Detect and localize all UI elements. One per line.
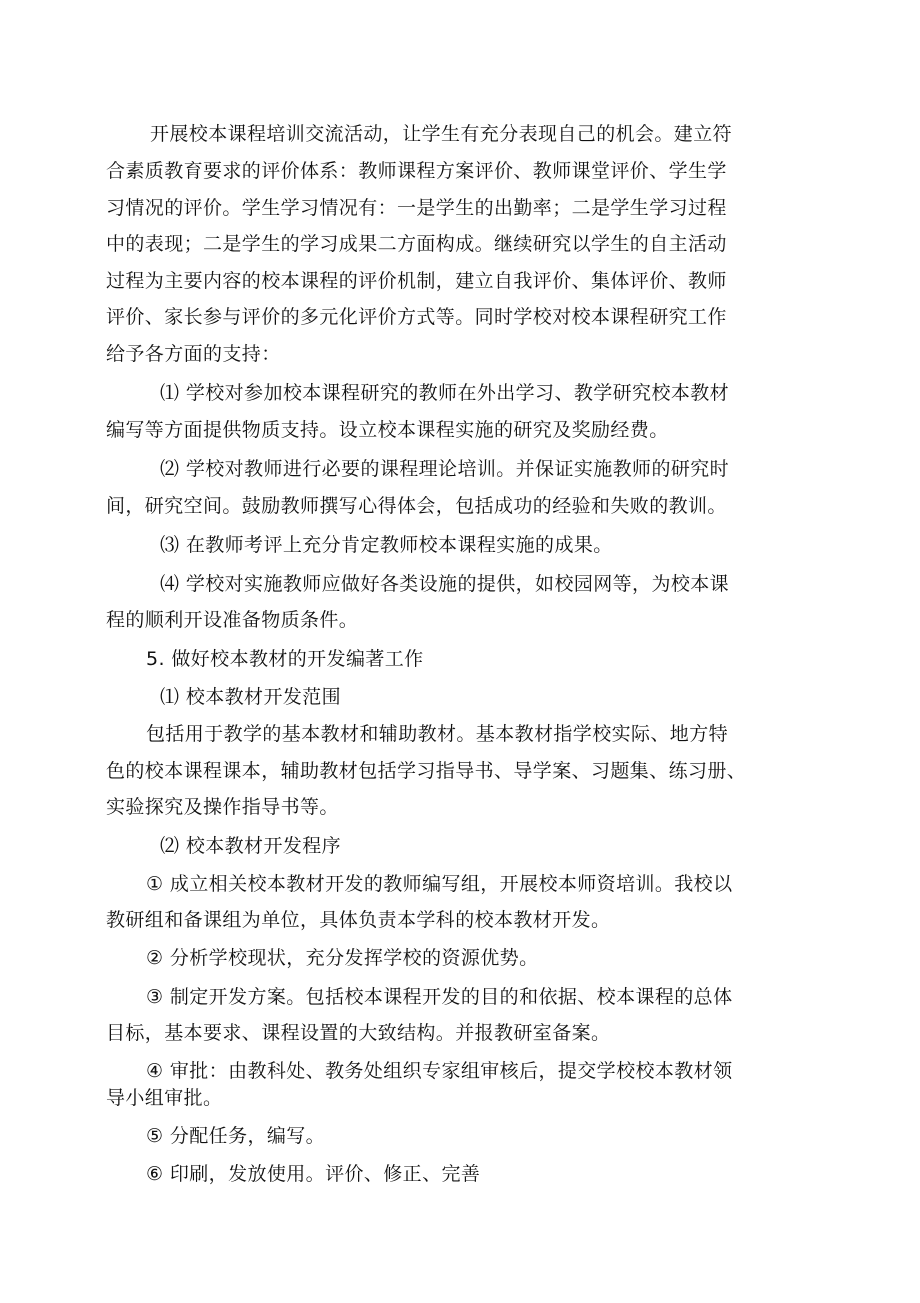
list-item-line: ⑷ 学校对实施教师应做好各类设施的提供，如校园网等，为校本课 — [160, 573, 730, 595]
step-item-line: 导小组审批。 — [106, 1087, 223, 1109]
paragraph-line: 过程为主要内容的校本课程的评价机制，建立自我评价、集体评价、教师 — [106, 270, 727, 292]
step-item-line: 教研组和备课组为单位，具体负责本学科的校本教材开发。 — [106, 909, 611, 931]
step-item-line: ④ 审批：由教科处、教务处组织专家组审核后，提交学校校本教材领 — [146, 1060, 733, 1082]
paragraph-line: 色的校本课程课本，辅助教材包括学习指导书、导学案、习题集、练习册、 — [106, 760, 747, 782]
paragraph-line: 合素质教育要求的评价体系：教师课程方案评价、教师课堂评价、学生学 — [106, 160, 727, 182]
step-item-line: ② 分析学校现状，充分发挥学校的资源优势。 — [146, 947, 539, 969]
step-item-line: ① 成立相关校本教材开发的教师编写组，开展校本师资培训。我校以 — [146, 873, 733, 895]
list-item-line: ⑶ 在教师考评上充分肯定教师校本课程实施的成果。 — [160, 534, 613, 556]
section-heading: 5. 做好校本教材的开发编著工作 — [146, 648, 424, 670]
step-item-line: 目标，基本要求、课程设置的大致结构。并报教研室备案。 — [106, 1022, 611, 1044]
subsection-heading: ⑵ 校本教材开发程序 — [160, 835, 342, 857]
step-item-line: ③ 制定开发方案。包括校本课程开发的目的和依据、校本课程的总体 — [146, 986, 733, 1008]
paragraph-line: 开展校本课程培训交流活动，让学生有充分表现自己的机会。建立符 — [150, 123, 733, 145]
list-item-line: ⑴ 学校对参加校本课程研究的教师在外出学习、教学研究校本教材 — [160, 382, 730, 404]
step-item-line: ⑥ 印刷，发放使用。评价、修正、完善 — [146, 1163, 481, 1185]
paragraph-line: 包括用于教学的基本教材和辅助教材。基本教材指学校实际、地方特 — [146, 723, 729, 745]
paragraph-line: 给予各方面的支持： — [106, 343, 281, 365]
step-item-line: ⑤ 分配任务，编写。 — [146, 1125, 326, 1147]
list-item-line: 编写等方面提供物质支持。设立校本课程实施的研究及奖励经费。 — [106, 419, 669, 441]
list-item-line: 间，研究空间。鼓励教师撰写心得体会，包括成功的经验和失败的教训。 — [106, 495, 727, 517]
subsection-heading: ⑴ 校本教材开发范围 — [160, 686, 342, 708]
paragraph-line: 中的表现；二是学生的学习成果二方面构成。继续研究以学生的自主活动 — [106, 233, 727, 255]
paragraph-line: 实验探究及操作指导书等。 — [106, 796, 339, 818]
paragraph-line: 习情况的评价。学生学习情况有：一是学生的出勤率；二是学生学习过程 — [106, 197, 727, 219]
list-item-line: ⑵ 学校对教师进行必要的课程理论培训。并保证实施教师的研究时 — [160, 458, 730, 480]
paragraph-line: 评价、家长参与评价的多元化评价方式等。同时学校对校本课程研究工作 — [106, 306, 727, 328]
list-item-line: 程的顺利开设准备物质条件。 — [106, 609, 359, 631]
